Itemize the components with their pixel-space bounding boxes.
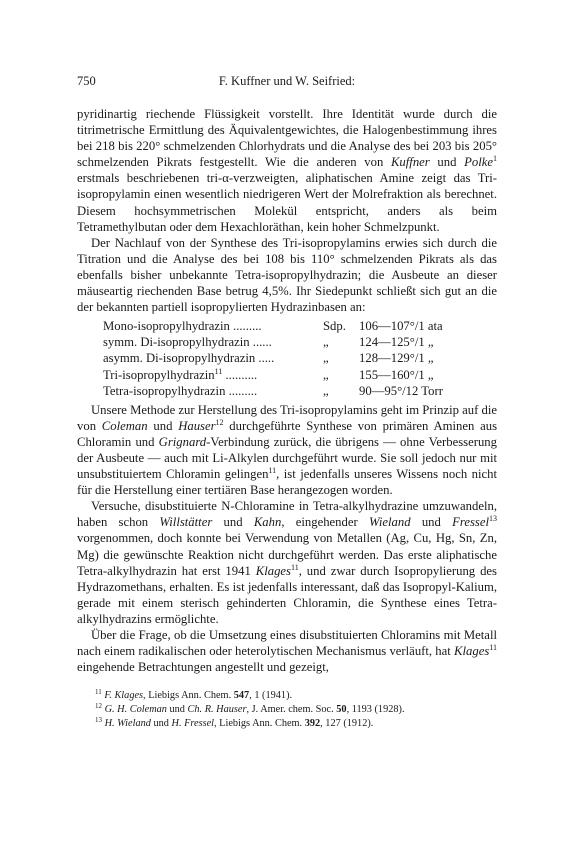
author-name: Klages [255,563,291,578]
boiling-point-row [103,350,443,366]
text-run: pyridinartig riechende Flüssigkeit vorstellt. Ihre Identität wurde durch die titrimetrische Ermittlung des Äquivalentgewichtes, die Halogenbestimmung ihres bei 218 bis 220° schmelzenden Chlorhydrats und die Analyse des bei 203 bis 205° schmelzenden Pikrats festgestellt. Wie die anderen von [77,107,497,170]
boiling-point-value: 155—160°/1 „ [359,367,434,382]
author-name: Ch. R. Hauser [187,704,247,716]
ditto-cell: „ [323,383,329,398]
text-run: und [410,515,453,530]
text-run: , und zwar durch Isopropylierung des Hydrazomethans, erhalten. Es ist jedenfalls interessant, daß das Isopropyl-Kalium, gerade mit einem sterisch gehinderten Chloramin, die Synthese eines Tetra-alkylhydrazins ermöglichte. [77,563,497,626]
paragraph-mechanism [77,627,497,675]
text-run: und [212,515,254,530]
boiling-point-row [103,383,443,399]
dot-leader: .......... [222,367,258,382]
citation-text: , 1193 (1928). [346,704,405,716]
paragraph-nachlauf [77,235,497,315]
compound-name: Tri-isopropylhydrazin [103,367,215,382]
boiling-point-row [103,334,443,350]
text-run: -Verbindung zurück, die übrigens — ohne Verbesserung der Ausbeute — auch mit Li-Alkylen durchgeführt wurde. Sie soll jedoch nur mit unsubstituiertem Chloramin gelingen [77,434,497,482]
boiling-point-value: 106—107°/1 ata [359,319,443,334]
article-body [77,106,497,675]
dot-leader: ......... [225,383,258,398]
running-header [77,74,497,94]
author-name: Hauser [178,418,216,433]
text-run: Versuche, disubstituierte N-Chloramine in Tetra-alkylhydrazine umzuwandeln, haben schon [77,499,497,530]
boiling-point-value: 124—125°/1 „ [359,335,434,350]
text-run: und [147,418,179,433]
compound-name: Mono-isopropylhydrazin [103,319,230,334]
author-name: Willstätter [159,515,213,530]
volume-number: 50 [336,704,347,716]
compound-name-cell [103,334,323,350]
author-name: Wieland [368,515,411,530]
ditto-cell: Sdp. [323,319,346,334]
text-run: , ist jedenfalls unseres Wissens noch nicht für die Herstellung einer tertiären Base herangezogen worden. [77,467,497,498]
boiling-point-value: 90—95°/12 Torr [359,383,443,398]
text-run: erstmals beschriebenen tri-α-verzweigten, aliphatischen Amine zeigt das Tri-isopropylamin einen wesentlich niedrigeren Wert der Molrefraktion als berechnet. Diesem hochsymmetrischen Molekül entspricht, anders als beim Tetramethylbutan oder dem Hexachloräthan, kein hoher Schmelzpunkt. [77,171,497,234]
author-name: F. Klages [104,690,144,702]
boiling-point-table [103,318,443,398]
compound-name: asymm. Di-isopropylhydrazin [103,351,256,366]
citation-text: , 127 (1912). [320,717,374,729]
paragraph-method [77,402,497,499]
boiling-point-value: 128—129°/1 „ [359,351,434,366]
author-name: Grignard [158,434,207,449]
text-run: Unsere Methode zur Herstellung des Tri-isopropylamins geht im Prinzip auf die von [77,402,497,433]
author-name: H. Wieland [104,717,151,729]
text-run: Der Nachlauf von der Synthese des Tri-isopropylamins erwies sich durch die Titration und die Analyse des bei 108 bis 110° schmelzenden Pikrats als das ebenfalls bisher unbekannte Tetra-isopropylhydrazin; die Ausbeute an dieser mäuseartig riechenden Base betrug 4,5%. Ihr Siedepunkt schließt sich gut an die der bekannten partiell isopropylierten Hydrazinbasen an: [77,235,497,315]
author-name: G. H. Coleman [104,704,167,716]
author-name: H. Fressel [171,717,215,729]
ditto-cell: „ [323,335,329,350]
running-title: F. Kuffner und W. Seifried: [218,74,356,88]
footnote-ref: 11 [489,643,497,653]
boiling-point-row [103,367,443,383]
journal-page [77,74,497,731]
dot-leader: ......... [229,319,262,334]
text-run: eingehende Betrachtungen angestellt und gezeigt, [77,660,329,675]
author-name: Polke [464,155,493,170]
volume-number: 547 [233,690,250,702]
compound-name-cell [103,383,323,399]
author-name: Kahn [253,515,282,530]
footnote-ref: 11 [214,366,223,376]
text-run: Über die Frage, ob die Umsetzung eines disubstituierten Chloramins mit Metall nach einem radikalischen oder heterolytischen Mechanismus verläuft, hat [77,628,497,659]
compound-name-cell [103,350,323,366]
paragraph-identity [77,106,497,235]
dot-leader: ..... [255,351,275,366]
citation-text: , Liebigs Ann. Chem. [214,717,305,729]
page-number: 750 [77,74,96,88]
text-run: , eingehender [281,515,369,530]
footnote-number: 12 [95,702,102,711]
footnote-ref: 1 [493,154,497,164]
text-run: und [429,155,465,170]
footnote-ref: 13 [489,514,497,524]
citation-text: , 1 (1941). [249,690,293,702]
author-name: Coleman [101,418,148,433]
compound-name-cell [103,318,323,334]
footnote [77,689,497,703]
text-run: und [166,704,188,716]
footnotes [77,689,497,730]
author-name: Klages [454,644,490,659]
paragraph-attempts [77,498,497,627]
footnote-ref: 12 [215,417,224,427]
citation-text: , J. Amer. chem. Soc. [246,704,337,716]
text-run: und [150,717,172,729]
author-name: Kuffner [390,155,430,170]
text-run: vorgenommen, doch konnte bei Verwendung von Metallen (Ag, Cu, Hg, Sn, Zn, Mg) die gewünschte Reaktion nicht durchgeführt werden. Das erste aliphatische Tetra-alkylhydrazin hat erst 1941 [77,531,497,578]
ditto-cell: „ [323,351,329,366]
footnote-number: 13 [95,715,102,724]
boiling-point-row [103,318,443,334]
footnote-ref: 11 [268,466,277,476]
ditto-cell: „ [323,367,329,382]
text-run: durchgeführte Synthese von primären Aminen aus Chloramin und [77,418,498,449]
footnote [77,717,497,731]
compound-name: symm. Di-isopropylhydrazin [103,335,250,350]
volume-number: 392 [304,717,321,729]
compound-name-cell [103,367,323,383]
compound-name: Tetra-isopropylhydrazin [103,383,226,398]
footnote-number: 11 [95,688,102,697]
author-name: Fressel [452,515,489,530]
footnote-ref: 11 [290,562,299,572]
footnote [77,703,497,717]
dot-leader: ...... [249,335,272,350]
citation-text: , Liebigs Ann. Chem. [143,690,234,702]
